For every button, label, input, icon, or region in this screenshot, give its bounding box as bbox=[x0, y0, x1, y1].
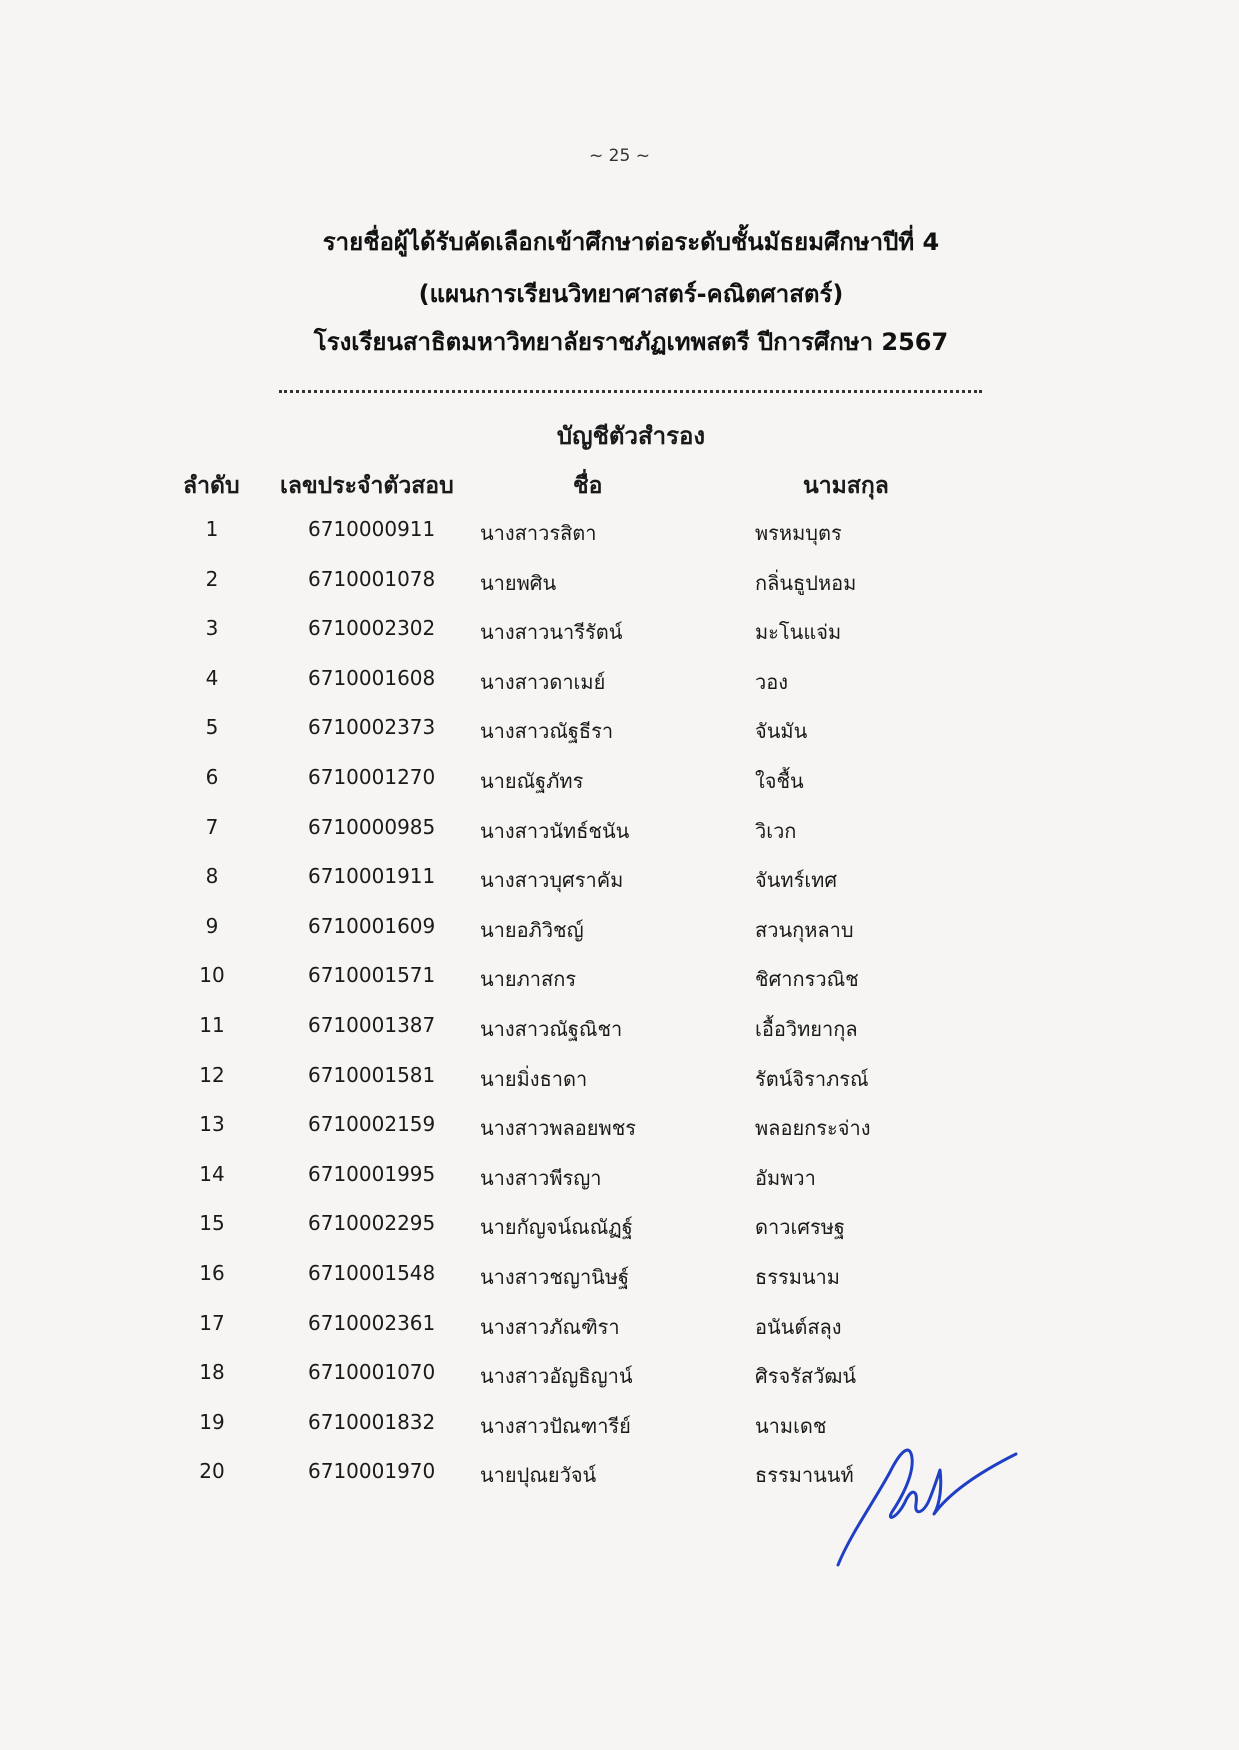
row-number: 15 bbox=[199, 1211, 225, 1236]
student-surname: อัมพวา bbox=[755, 1165, 816, 1190]
exam-id: 6710001387 bbox=[308, 1013, 436, 1037]
row-number: 5 bbox=[205, 715, 219, 740]
student-name: นางสาวพลอยพชร bbox=[480, 1116, 637, 1141]
exam-id: 6710001070 bbox=[308, 1360, 436, 1385]
row-number: 12 bbox=[199, 1062, 225, 1087]
signature-image bbox=[830, 1430, 1020, 1570]
student-surname: นามเดช bbox=[755, 1413, 827, 1438]
page-number: ~ 25 ~ bbox=[589, 146, 650, 166]
row-number: 10 bbox=[199, 963, 225, 988]
student-surname: วอง bbox=[755, 669, 789, 694]
table-row bbox=[0, 1112, 1239, 1142]
table-row bbox=[0, 914, 1239, 944]
student-surname: วิเวก bbox=[755, 818, 797, 843]
student-name: นายณัฐภัทร bbox=[480, 769, 584, 793]
table-row bbox=[0, 1311, 1239, 1341]
student-name: นายภาสกร bbox=[480, 967, 577, 992]
row-number: 17 bbox=[199, 1310, 225, 1335]
exam-id: 6710001832 bbox=[308, 1409, 436, 1434]
student-name: นางสาวณัฐณิชา bbox=[480, 1017, 623, 1041]
table-row bbox=[0, 1063, 1239, 1093]
exam-id: 6710001609 bbox=[308, 913, 436, 938]
row-number: 14 bbox=[199, 1161, 225, 1186]
exam-id: 6710001078 bbox=[308, 566, 436, 591]
student-surname: เอื้อวิทยากุล bbox=[755, 1017, 858, 1041]
student-name: นายมิ่งธาดา bbox=[480, 1066, 588, 1091]
student-name: นายปุณยวัจน์ bbox=[480, 1463, 597, 1488]
student-surname: จันทร์เทศ bbox=[755, 868, 838, 893]
student-surname: ใจชื้น bbox=[755, 769, 804, 793]
row-number: 3 bbox=[205, 616, 219, 641]
title-line-1: รายชื่อผู้ได้รับคัดเลือกเข้าศึกษาต่อระดับชั้นมัธยมศึกษาปีที่ 4 bbox=[322, 228, 940, 256]
header-name: ชื่อ bbox=[573, 473, 603, 499]
table-row bbox=[0, 1360, 1239, 1390]
student-name: นางสาวณัฐธีรา bbox=[480, 719, 614, 744]
exam-id: 6710002295 bbox=[308, 1211, 436, 1236]
student-name: นางสาวนารีรัตน์ bbox=[480, 620, 623, 645]
row-number: 11 bbox=[199, 1013, 225, 1037]
student-name: นายอภิวิชญ์ bbox=[480, 917, 584, 942]
table-row bbox=[0, 1459, 1239, 1489]
row-number: 1 bbox=[205, 517, 219, 541]
row-number: 13 bbox=[199, 1112, 225, 1137]
student-name: นายกัญจน์ณณัฏฐ์ bbox=[480, 1215, 633, 1240]
student-name: นางสาวภัณฑิรา bbox=[480, 1314, 620, 1339]
student-surname: พลอยกระจ่าง bbox=[755, 1116, 871, 1141]
student-surname: ศิรจรัสวัฒน์ bbox=[755, 1364, 857, 1389]
student-name: นางสาวดาเมย์ bbox=[480, 669, 606, 694]
student-surname: ชิศากรวณิช bbox=[755, 967, 859, 992]
student-name: นางสาวบุศราคัม bbox=[480, 868, 624, 893]
exam-id: 6710001995 bbox=[308, 1161, 436, 1186]
table-row bbox=[0, 616, 1239, 646]
exam-id: 6710002159 bbox=[308, 1112, 436, 1137]
row-number: 16 bbox=[199, 1261, 225, 1285]
table-row bbox=[0, 666, 1239, 696]
student-name: นางสาวปัณฑารีย์ bbox=[480, 1413, 631, 1438]
student-surname: จันมัน bbox=[755, 719, 808, 744]
table-row bbox=[0, 1211, 1239, 1241]
table-row bbox=[0, 864, 1239, 894]
exam-id: 6710002302 bbox=[308, 616, 436, 641]
table-row bbox=[0, 815, 1239, 845]
exam-id: 6710001581 bbox=[308, 1062, 436, 1087]
exam-id: 6710001270 bbox=[308, 765, 436, 789]
student-name: นางสาวอัญธิญาน์ bbox=[480, 1364, 633, 1389]
exam-id: 6710002373 bbox=[308, 715, 436, 740]
row-number: 19 bbox=[199, 1409, 225, 1434]
student-name: นางสาวพีรญา bbox=[480, 1165, 602, 1190]
title-line-3: โรงเรียนสาธิตมหาวิทยาลัยราชภัฏเทพสตรี ปีการศึกษา 2567 bbox=[313, 328, 949, 356]
subtitle-reserve-list: บัญชีตัวสำรอง bbox=[556, 422, 706, 450]
table-row bbox=[0, 567, 1239, 597]
student-name: นางสาวนัทธ์ชนัน bbox=[480, 818, 630, 843]
row-number: 4 bbox=[205, 665, 219, 690]
header-exam-id: เลขประจำตัวสอบ bbox=[280, 473, 454, 499]
student-surname: พรหมบุตร bbox=[755, 521, 842, 545]
table-row bbox=[0, 963, 1239, 993]
table-row bbox=[0, 1013, 1239, 1043]
table-row bbox=[0, 765, 1239, 795]
exam-id: 6710001970 bbox=[308, 1459, 436, 1484]
table-row bbox=[0, 715, 1239, 745]
table-row bbox=[0, 1261, 1239, 1291]
dotted-divider bbox=[279, 376, 982, 393]
student-surname: ธรรมานนท์ bbox=[755, 1463, 854, 1488]
student-surname: ธรรมนาม bbox=[755, 1265, 840, 1289]
row-number: 7 bbox=[205, 814, 219, 839]
student-name: นางสาวชญานิษฐ์ bbox=[480, 1265, 630, 1289]
title-line-2: (แผนการเรียนวิทยาศาสตร์-คณิตศาสตร์) bbox=[418, 280, 844, 308]
row-number: 18 bbox=[199, 1360, 225, 1385]
row-number: 9 bbox=[205, 913, 219, 938]
table-row bbox=[0, 1162, 1239, 1192]
table-row bbox=[0, 1410, 1239, 1440]
exam-id: 6710001608 bbox=[308, 665, 436, 690]
student-surname: มะโนแจ่ม bbox=[755, 620, 842, 645]
table-row bbox=[0, 517, 1239, 547]
student-surname: สวนกุหลาบ bbox=[755, 917, 854, 942]
student-name: นางสาวรสิตา bbox=[480, 521, 597, 545]
header-no: ลำดับ bbox=[183, 473, 240, 499]
exam-id: 6710001911 bbox=[308, 864, 436, 889]
row-number: 8 bbox=[205, 864, 219, 889]
student-surname: รัตน์จิราภรณ์ bbox=[755, 1066, 869, 1091]
exam-id: 6710000985 bbox=[308, 814, 436, 839]
exam-id: 6710001571 bbox=[308, 963, 436, 988]
row-number: 6 bbox=[205, 765, 219, 789]
student-name: นายพศิน bbox=[480, 570, 557, 595]
student-surname: อนันต์สลุง bbox=[755, 1314, 842, 1339]
header-surname: นามสกุล bbox=[803, 473, 889, 499]
exam-id: 6710001548 bbox=[308, 1261, 436, 1285]
student-surname: ดาวเศรษฐ bbox=[755, 1215, 845, 1240]
row-number: 20 bbox=[199, 1459, 225, 1484]
exam-id: 6710002361 bbox=[308, 1310, 436, 1335]
student-surname: กลิ่นธูปหอม bbox=[755, 570, 857, 595]
row-number: 2 bbox=[205, 566, 219, 591]
exam-id: 6710000911 bbox=[308, 517, 436, 541]
